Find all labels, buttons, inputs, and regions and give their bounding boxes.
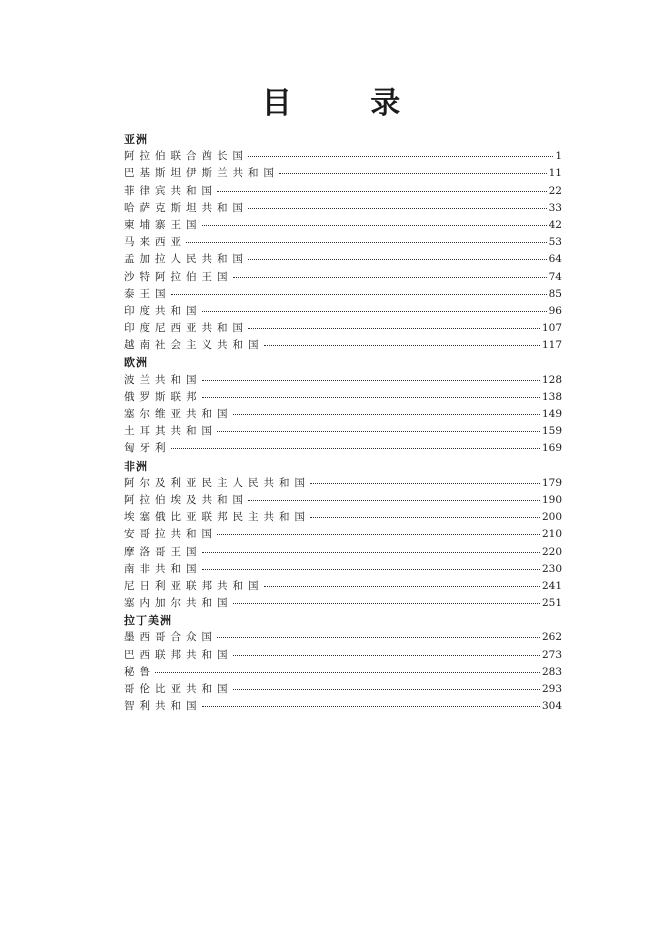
toc-entry-page: 22: [548, 184, 562, 197]
toc-entry-name: 智利共和国: [124, 700, 202, 713]
toc-entry-name: 阿尔及利亚民主人民共和国: [124, 476, 310, 489]
toc-entry[interactable]: [124, 234, 562, 251]
dot-leader: [233, 277, 547, 278]
toc-entry-name: 沙特阿拉伯王国: [124, 270, 233, 283]
toc-entry-page: 42: [548, 218, 562, 231]
toc-entry-page: 11: [548, 167, 562, 180]
dot-leader: [202, 380, 540, 381]
toc-entry-page: 304: [541, 700, 562, 713]
toc-entry-name: 墨西哥合众国: [124, 631, 217, 644]
toc-entry[interactable]: [124, 389, 562, 406]
toc-entry-name: 哥伦比亚共和国: [124, 683, 233, 695]
toc-entry-name: 尼日利亚联邦共和国: [124, 579, 264, 592]
dot-leader: [202, 397, 540, 398]
dot-leader: [171, 448, 540, 449]
toc-entry-name: 俄罗斯联邦: [124, 390, 202, 403]
toc-entry-page: 128: [541, 373, 562, 386]
dot-leader: [248, 208, 547, 209]
table-of-contents: [124, 131, 562, 715]
toc-entry[interactable]: [124, 578, 562, 595]
toc-entry[interactable]: [124, 303, 562, 320]
toc-entry[interactable]: [124, 200, 562, 217]
toc-entry[interactable]: [124, 165, 562, 182]
toc-entry-page: 149: [541, 408, 562, 420]
toc-entry[interactable]: [124, 406, 562, 423]
dot-leader: [202, 225, 547, 226]
toc-entry-name: 巴基斯坦伊斯兰共和国: [124, 167, 279, 180]
dot-leader: [217, 431, 540, 432]
toc-entry[interactable]: [124, 664, 562, 681]
toc-entry-page: 117: [541, 339, 562, 352]
toc-entry[interactable]: [124, 217, 562, 234]
toc-entry[interactable]: [124, 148, 562, 165]
toc-entry[interactable]: [124, 475, 562, 492]
toc-entry-page: 262: [541, 631, 562, 644]
toc-entry-page: 190: [541, 493, 562, 506]
toc-entry-name: 越南社会主义共和国: [124, 339, 264, 352]
dot-leader: [264, 345, 540, 346]
toc-entry-page: 230: [541, 562, 562, 575]
toc-entry-name: 波兰共和国: [124, 373, 202, 386]
toc-entry-page: 241: [541, 579, 562, 592]
dot-leader: [248, 259, 547, 260]
section-heading-europe: 欧洲: [124, 356, 148, 370]
toc-entry[interactable]: [124, 251, 562, 268]
dot-leader: [217, 191, 547, 192]
toc-entry[interactable]: [124, 372, 562, 389]
dot-leader: [233, 689, 540, 690]
toc-entry[interactable]: [124, 423, 562, 440]
toc-entry-name: 塞内加尔共和国: [124, 597, 233, 610]
toc-entry-page: 220: [541, 545, 562, 558]
dot-leader: [171, 294, 547, 295]
toc-entry-name: 秘鲁: [124, 665, 155, 678]
toc-entry-name: 安哥拉共和国: [124, 528, 217, 541]
toc-entry-page: 107: [541, 322, 562, 335]
toc-entry-name: 菲律宾共和国: [124, 184, 217, 197]
toc-entry-page: 293: [541, 683, 562, 695]
toc-entry-name: 塞尔维亚共和国: [124, 408, 233, 420]
dot-leader: [202, 706, 540, 707]
toc-entry-name: 孟加拉人民共和国: [124, 253, 248, 266]
dot-leader: [233, 603, 540, 604]
dot-leader: [202, 569, 540, 570]
dot-leader: [310, 483, 540, 484]
toc-entry-page: 169: [541, 442, 562, 455]
toc-entry-name: 柬埔寨王国: [124, 218, 202, 231]
toc-entry-page: 251: [541, 597, 562, 610]
toc-entry-name: 土耳其共和国: [124, 425, 217, 438]
toc-entry[interactable]: [124, 337, 562, 354]
toc-entry[interactable]: [124, 183, 562, 200]
toc-entry[interactable]: [124, 286, 562, 303]
toc-entry-page: 53: [548, 236, 562, 249]
dot-leader: [217, 534, 540, 535]
dot-leader: [264, 586, 540, 587]
toc-entry[interactable]: [124, 320, 562, 337]
dot-leader: [248, 500, 540, 501]
dot-leader: [233, 414, 540, 415]
section-heading-africa: 非洲: [124, 459, 148, 473]
toc-entry-page: 1: [555, 150, 562, 163]
toc-entry-page: 210: [541, 528, 562, 541]
toc-entry-name: 印度共和国: [124, 304, 202, 317]
toc-entry[interactable]: [124, 629, 562, 646]
toc-entry-name: 马来西亚: [124, 236, 186, 249]
toc-entry[interactable]: [124, 561, 562, 578]
toc-entry-page: 138: [541, 390, 562, 403]
toc-entry-name: 阿拉伯埃及共和国: [124, 493, 248, 506]
toc-entry[interactable]: [124, 269, 562, 286]
toc-entry-name: 哈萨克斯坦共和国: [124, 201, 248, 214]
page-title: 目 录: [261, 86, 435, 121]
dot-leader: [279, 173, 547, 174]
toc-entry[interactable]: [124, 509, 562, 526]
toc-entry-page: 200: [541, 511, 562, 524]
toc-entry-name: 南非共和国: [124, 562, 202, 575]
section-heading-asia: 亚洲: [124, 133, 148, 146]
toc-entry-name: 巴西联邦共和国: [124, 648, 233, 661]
dot-leader: [186, 242, 547, 243]
toc-entry-page: 96: [548, 304, 562, 317]
dot-leader: [217, 637, 540, 638]
dot-leader: [202, 311, 547, 312]
toc-entry-name: 泰王国: [124, 287, 171, 300]
toc-entry-page: 85: [548, 287, 562, 300]
dot-leader: [248, 328, 540, 329]
toc-entry-page: 33: [548, 201, 562, 214]
toc-entry[interactable]: [124, 526, 562, 543]
toc-entry[interactable]: [124, 492, 562, 509]
toc-entry-page: 273: [541, 648, 562, 661]
toc-entry[interactable]: [124, 544, 562, 561]
toc-entry-name: 摩洛哥王国: [124, 545, 202, 558]
toc-entry-page: 159: [541, 425, 562, 438]
toc-entry-name: 印度尼西亚共和国: [124, 322, 248, 335]
dot-leader: [310, 517, 540, 518]
dot-leader: [155, 672, 540, 673]
toc-entry-name: 阿拉伯联合酋长国: [124, 150, 248, 163]
toc-entry-page: 283: [541, 665, 562, 678]
toc-entry-page: 179: [541, 476, 562, 489]
section-heading-latin-america: 拉丁美洲: [124, 614, 172, 628]
toc-entry[interactable]: [124, 647, 562, 664]
toc-entry-name: 匈牙利: [124, 442, 171, 455]
toc-entry[interactable]: [124, 698, 562, 715]
toc-entry-page: 74: [548, 270, 562, 283]
dot-leader: [248, 156, 553, 157]
dot-leader: [202, 552, 540, 553]
toc-entry-name: 埃塞俄比亚联邦民主共和国: [124, 511, 310, 524]
dot-leader: [233, 655, 540, 656]
toc-entry[interactable]: [124, 681, 562, 698]
toc-entry-page: 64: [548, 253, 562, 266]
toc-entry[interactable]: [124, 440, 562, 457]
toc-entry[interactable]: [124, 595, 562, 612]
